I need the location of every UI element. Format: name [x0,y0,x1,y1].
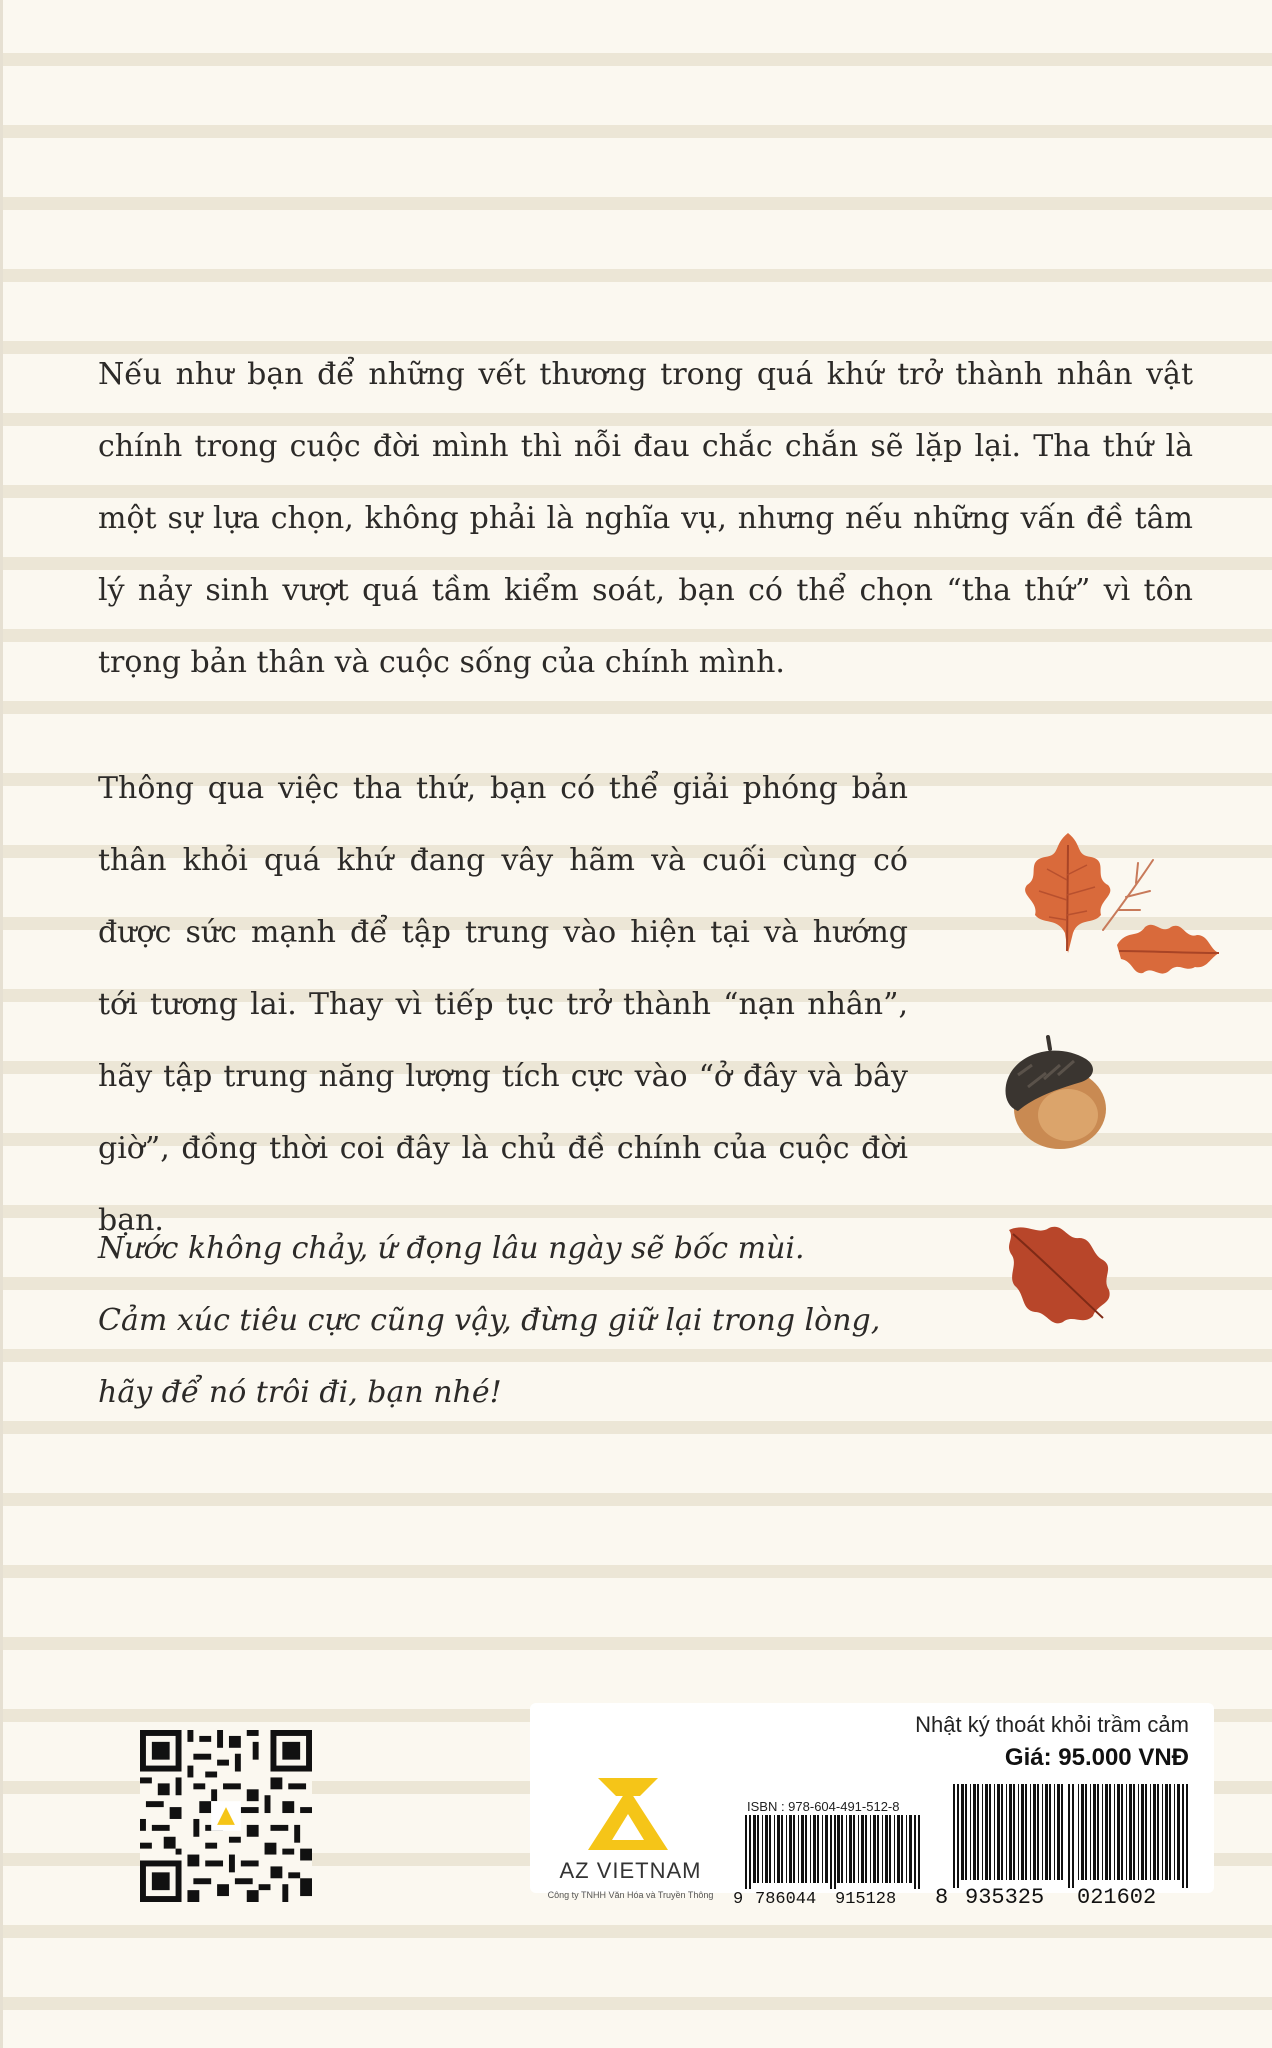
barcode-bar [873,1815,876,1883]
barcode-bar [973,1784,976,1880]
barcode-bar [989,1784,991,1880]
barcode-bar [1138,1784,1139,1880]
barcode-guard-bar [749,1815,751,1889]
barcode-bar [961,1784,964,1880]
barcode-bar [849,1815,852,1883]
isbn-digit-lead: 9 [733,1890,744,1905]
barcode-bar [1013,1784,1015,1880]
barcode-bar [1090,1784,1091,1880]
barcode-bar [769,1815,771,1883]
quote-line: hãy để nó trôi đi, bạn nhé! [98,1375,502,1410]
barcode-bar [1054,1784,1055,1880]
barcode-bar [877,1815,879,1883]
barcode-bar [858,1815,859,1883]
barcode-bar [822,1815,823,1883]
barcode-bar [997,1784,1000,1880]
barcode-bar [901,1815,903,1883]
barcode-bar [1045,1784,1048,1880]
barcode-bar [837,1815,840,1883]
barcode-bar [1006,1784,1007,1880]
barcode-bar [1114,1784,1115,1880]
barcode-guard-bar [918,1815,920,1889]
isbn-barcode-icon [733,1815,923,1905]
barcode-bar [1121,1784,1123,1880]
barcode-guard-bar [834,1815,836,1889]
barcode-bar [1165,1784,1168,1880]
barcode-bar [825,1815,828,1883]
barcode-bar [977,1784,979,1880]
barcode-bar [757,1815,759,1883]
isbn-digit-group-2: 915128 [835,1890,897,1905]
barcode-bar [813,1815,816,1883]
barcode-bar [1030,1784,1031,1880]
body-paragraph-2: Thông qua việc tha thứ, bạn có thể giải phóng bản thân khỏi quá khứ đang vây hãm và cuối cùng có được sức mạnh để tập trung vào hiện tại và hướng tới tương lai. Thay vì tiếp tục trở thành “nạn nhân”, hãy tập trung năng lượng tích cực vào “ở đây và bây giờ”, đồng thời coi đây là chủ đề chính của cuộc đời bạn. [98,771,908,1238]
ean-digit-lead: 8 [935,1885,949,1905]
barcode-bar [870,1815,871,1883]
barcode-guard-bar [1068,1784,1070,1888]
barcode-bar [1141,1784,1144,1880]
barcode-bar [765,1815,768,1883]
body-paragraph-1: Nếu như bạn để những vết thương trong quá khứ trở thành nhân vật chính trong cuộc đời mình thì nỗi đau chắc chắn sẽ lặp lại. Tha thứ là một sự lựa chọn, không phải là nghĩa vụ, nhưng nếu những vấn đề tâm lý nảy sinh vượt quá tầm kiểm soát, bạn có thể chọn “tha thứ” vì tôn trọng bản thân và cuộc sống của chính mình. [98,357,1193,680]
barcode-guard-bar [1072,1784,1074,1888]
oak-leaf-icon [1113,915,1223,985]
barcode-bar [1042,1784,1043,1880]
barcode-bar [1018,1784,1019,1880]
barcode-bar [1129,1784,1132,1880]
barcode-bar [889,1815,891,1883]
barcode-bar [1097,1784,1099,1880]
barcode-bar [777,1815,780,1883]
oak-leaf-icon [1003,1220,1118,1330]
barcode-guard-bar [1186,1784,1188,1888]
barcode-guard-bar [957,1784,959,1888]
barcode-bar [1133,1784,1135,1880]
barcode-guard-bar [830,1815,832,1889]
barcode-bar [1037,1784,1039,1880]
barcode-bar [1109,1784,1111,1880]
barcode-bar [1126,1784,1127,1880]
barcode-guard-bar [914,1815,916,1889]
barcode-bar [970,1784,971,1880]
barcode-bar [1033,1784,1036,1880]
barcode-bar [1009,1784,1012,1880]
barcode-bar [861,1815,864,1883]
barcode-bar [798,1815,799,1883]
barcode-guard-bar [745,1815,747,1889]
barcode-guard-bar [1182,1784,1184,1888]
barcode-bar [817,1815,819,1883]
barcode-bar [753,1815,756,1883]
barcode-bar [1093,1784,1096,1880]
barcode-bar [1049,1784,1051,1880]
price-label: Giá: 95.000 VNĐ [1004,1744,1189,1771]
barcode-bar [1145,1784,1147,1880]
barcode-bar [846,1815,847,1883]
barcode-bar [1057,1784,1060,1880]
barcode-bar [781,1815,783,1883]
barcode-bar [894,1815,895,1883]
barcode-bar [865,1815,867,1883]
barcode-bar [897,1815,900,1883]
barcode-bar [762,1815,763,1883]
book-title: Nhật ký thoát khỏi trầm cảm [915,1712,1189,1737]
barcode-bar [1150,1784,1151,1880]
closing-quote [98,1213,918,1429]
quote-line: Cảm xúc tiêu cực cũng vậy, đừng giữ lại trong lòng, [98,1303,881,1338]
barcode-bar [885,1815,888,1883]
ean-digit-group-2: 021602 [1077,1885,1157,1905]
barcode-bar [985,1784,988,1880]
ean-barcode-icon [935,1784,1191,1905]
barcode-bar [805,1815,807,1883]
quote-line: Nước không chảy, ứ đọng lâu ngày sẽ bốc mùi. [98,1231,805,1266]
barcode-bar [793,1815,795,1883]
publisher-subtitle: Công ty TNHH Văn Hóa và Truyền Thông [547,1890,714,1900]
barcode-bar [810,1815,811,1883]
qr-code-icon [140,1730,312,1902]
barcode-bar [1081,1784,1084,1880]
barcode-guard-bar [953,1784,955,1888]
barcode-bar [853,1815,855,1883]
barcode-bar [1061,1784,1063,1880]
isbn-digit-group-1: 786044 [755,1890,817,1905]
barcode-bar [1078,1784,1079,1880]
barcode-bar [1021,1784,1024,1880]
barcode-bar [789,1815,792,1883]
barcode-bar [1177,1784,1180,1880]
barcode-bar [982,1784,983,1880]
barcode-bar [1085,1784,1087,1880]
barcode-bar [909,1815,912,1883]
barcode-bar [1169,1784,1171,1880]
barcode-bar [1001,1784,1003,1880]
publisher-name: AZ VIETNAM [559,1858,702,1883]
barcode-bar [1174,1784,1175,1880]
isbn-label: ISBN : 978-604-491-512-8 [747,1799,900,1814]
barcode-bar [994,1784,995,1880]
barcode-bar [1157,1784,1159,1880]
barcode-bar [1102,1784,1103,1880]
barcode-bar [1117,1784,1120,1880]
barcode-bar [906,1815,907,1883]
barcode-bar [1162,1784,1163,1880]
barcode-bar [1025,1784,1027,1880]
barcode-bar [965,1784,967,1880]
barcode-bar [841,1815,843,1883]
barcode-bar [774,1815,775,1883]
ean-digit-group-1: 935325 [965,1885,1045,1905]
barcode-bar [882,1815,883,1883]
az-vietnam-logo-icon [578,1778,678,1850]
barcode-bar [1105,1784,1108,1880]
barcode-bar [801,1815,804,1883]
barcode-bar [1153,1784,1156,1880]
barcode-bar [786,1815,787,1883]
acorn-icon [998,1035,1113,1155]
